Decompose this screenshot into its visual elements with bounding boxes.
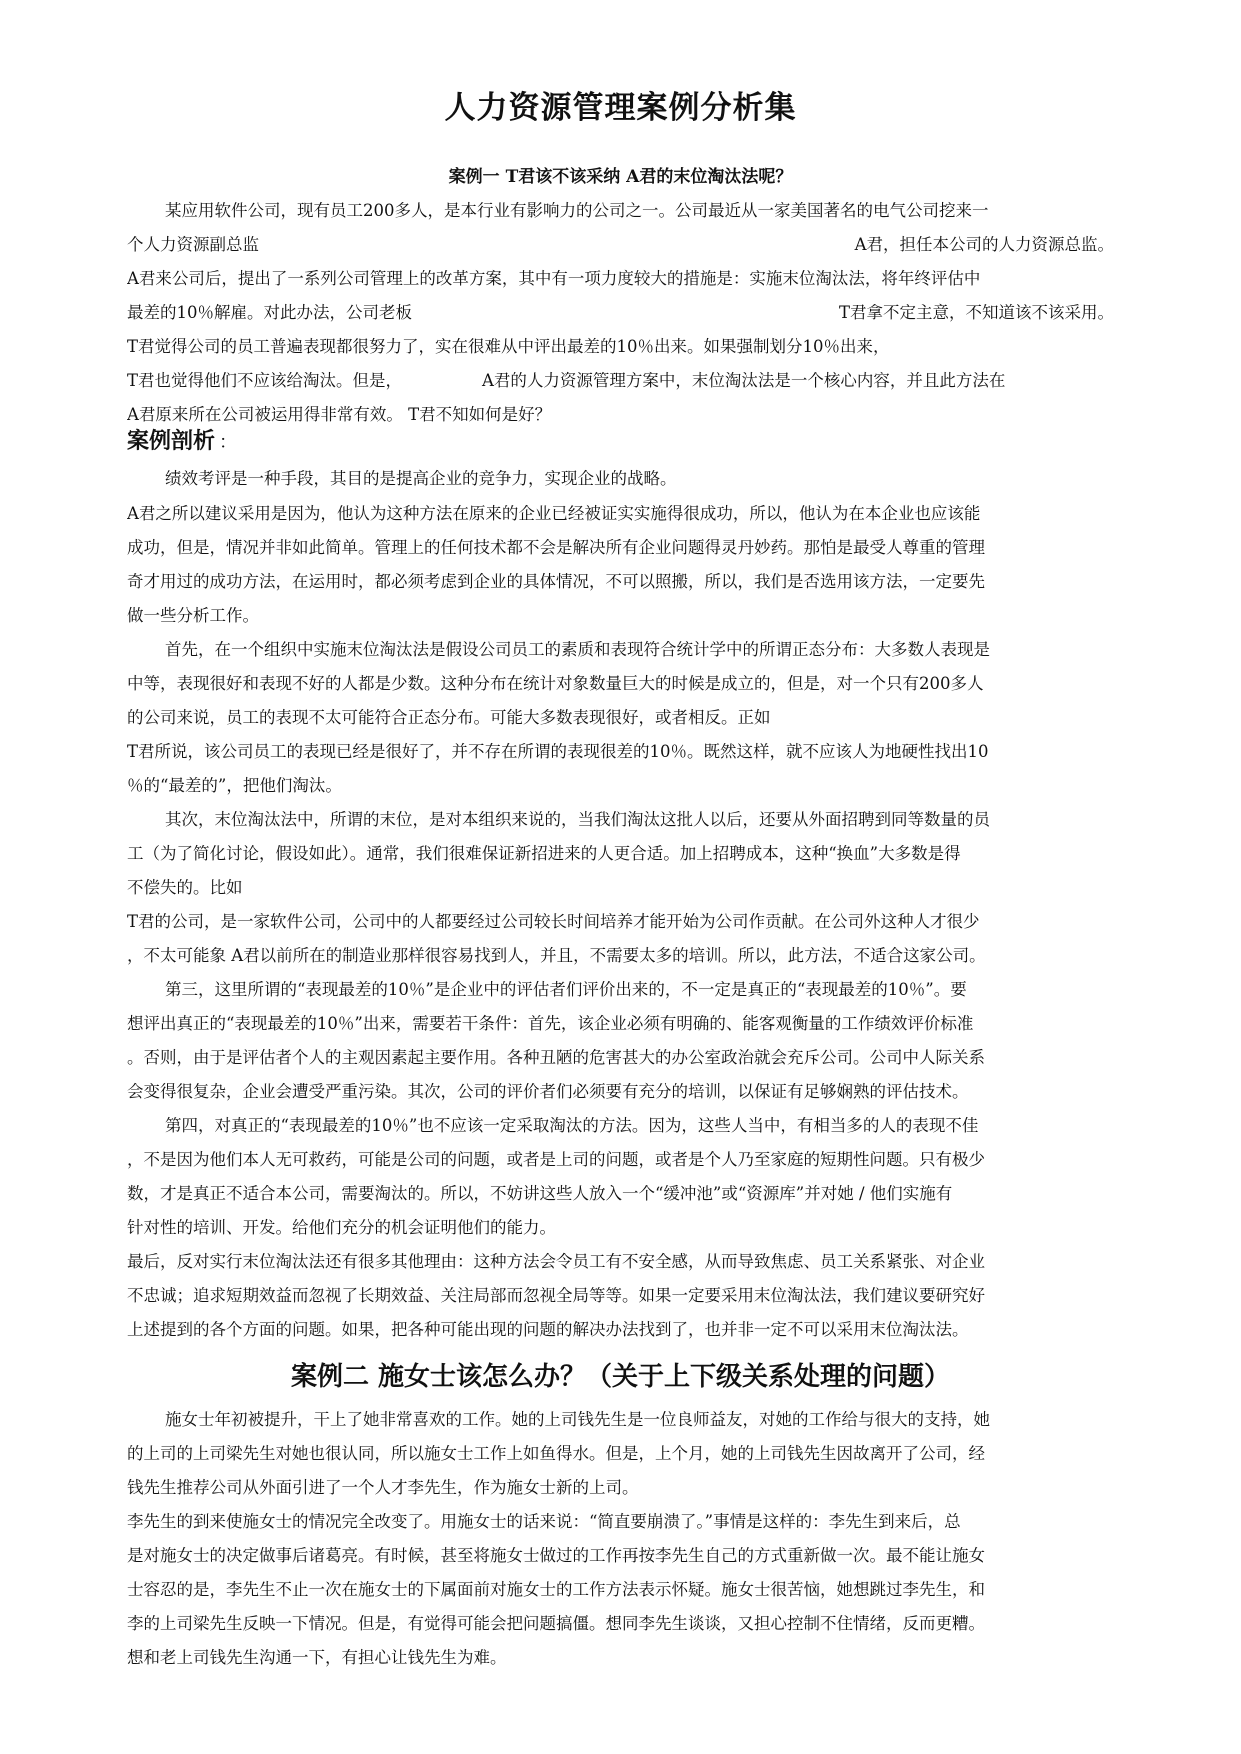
text-segment: T君也觉得他们不应该给淘汰。但是， [127, 371, 403, 390]
paragraph-line: T君所说，该公司员工的表现已经是很好了，并不存在所谓的表现很差的10％。既然这样，就不应该人为地硬性找出10 [127, 742, 989, 761]
paragraph-line: 想评出真正的“表现最差的10％”出来，需要若干条件：首先，该企业必须有明确的、能客观衡量的工作绩效评价标准 [127, 1014, 974, 1033]
paragraph-line: 奇才用过的成功方法，在运用时，都必须考虑到企业的具体情况，不可以照搬，所以，我们是否选用该方法，一定要先 [127, 572, 985, 591]
paragraph-line: 。否则，由于是评估者个人的主观因素起主要作用。各种丑陋的危害甚大的办公室政治就会充斥公司。公司中人际关系 [127, 1048, 985, 1067]
paragraph-line: 不忠诚；追求短期效益而忽视了长期效益、关注局部而忽视全局等等。如果一定要采用末位淘汰法，我们建议要研究好 [127, 1286, 985, 1305]
paragraph-line: ％的“最差的”，把他们淘汰。 [127, 776, 342, 795]
paragraph-line: T君觉得公司的员工普遍表现都很努力了，实在很难从中评出最差的10％出来。如果强制划分10％出来， [127, 337, 890, 356]
paragraph-line: 成功，但是，情况并非如此简单。管理上的任何技术都不会是解决所有企业问题得灵丹妙药。那怕是最受人尊重的管理 [127, 538, 985, 557]
paragraph-line [127, 233, 1114, 257]
paragraph-line: 某应用软件公司，现有员工200多人，是本行业有影响力的公司之一。公司最近从一家美国著名的电气公司挖来一 [165, 201, 989, 220]
text-segment: 个人力资源副总监 [127, 235, 259, 254]
paragraph-line: 会变得很复杂，企业会遭受严重污染。其次，公司的评价者们必须要有充分的培训，以保证有足够娴熟的评估技术。 [127, 1082, 969, 1101]
text-segment: A君，担任本公司的人力资源总监。 [854, 235, 1114, 254]
paragraph-line: A君原来所在公司被运用得非常有效。 T君不知如何是好？ [127, 405, 552, 424]
paragraph-line: 的公司来说，员工的表现不太可能符合正态分布。可能大多数表现很好，或者相反。正如 [127, 708, 771, 727]
analysis-heading-text: 案例剖析 [127, 429, 216, 454]
text-segment: T君拿不定主意，不知道该不该采用。 [838, 303, 1114, 322]
paragraph-line: 最后，反对实行末位淘汰法还有很多其他理由：这种方法会令员工有不安全感，从而导致焦虑、员工关系紧张、对企业 [127, 1252, 985, 1271]
paragraph-line: 针对性的培训、开发。给他们充分的机会证明他们的能力。 [127, 1218, 556, 1237]
analysis-heading-colon: ： [219, 432, 238, 453]
paragraph-line: 想和老上司钱先生沟通一下，有担心让钱先生为难。 [127, 1648, 507, 1667]
paragraph-line: A君来公司后，提出了一系列公司管理上的改革方案，其中有一项力度较大的措施是：实施末位淘汰法，将年终评估中 [127, 269, 981, 288]
paragraph-line: 工（为了简化讨论，假设如此）。通常，我们很难保证新招进来的人更合适。加上招聘成本，这种“换血”大多数是得 [127, 844, 961, 863]
paragraph-line: T君的公司，是一家软件公司，公司中的人都要经过公司较长时间培养才能开始为公司作贡献。在公司外这种人才很少 [127, 912, 980, 931]
text-segment: 最差的10％解雇。对此办法，公司老板 [127, 303, 412, 322]
paragraph-line: 钱先生推荐公司从外面引进了一个人才李先生，作为施女士新的上司。 [127, 1478, 639, 1497]
paragraph-line [127, 369, 1114, 393]
paragraph-line: 施女士年初被提升，干上了她非常喜欢的工作。她的上司钱先生是一位良师益友，对她的工作给与很大的支持，她 [165, 1410, 990, 1429]
case2-title: 案例二 施女士该怎么办？（关于上下级关系处理的问题） [290, 1362, 951, 1392]
paragraph-line: 士容忍的是，李先生不止一次在施女士的下属面前对施女士的工作方法表示怀疑。施女士很苦恼，她想跳过李先生，和 [127, 1580, 985, 1599]
paragraph-line: 不偿失的。比如 [127, 878, 243, 897]
paragraph-line: 第三，这里所谓的“表现最差的10％”是企业中的评估者们评价出来的，不一定是真正的“表现最差的10％”。要 [165, 980, 967, 999]
paragraph-line: 做一些分析工作。 [127, 606, 259, 625]
paragraph-line: ，不太可能象 A君以前所在的制造业那样很容易找到人，并且，不需要太多的培训。所以，此方法，不适合这家公司。 [127, 946, 986, 965]
paragraph-line: 中等，表现很好和表现不好的人都是少数。这种分布在统计对象数量巨大的时候是成立的，但是，对一个只有200多人 [127, 674, 984, 693]
paragraph-line [127, 301, 1114, 325]
paragraph-line: 首先，在一个组织中实施末位淘汰法是假设公司员工的素质和表现符合统计学中的所谓正态分布：大多数人表现是 [165, 640, 990, 659]
paragraph-line: 绩效考评是一种手段，其目的是提高企业的竞争力，实现企业的战略。 [165, 469, 677, 488]
paragraph-line: 其次，末位淘汰法中，所谓的末位，是对本组织来说的，当我们淘汰这批人以后，还要从外面招聘到同等数量的员 [165, 810, 990, 829]
paragraph-line: ，不是因为他们本人无可救药，可能是公司的问题，或者是上司的问题，或者是个人乃至家庭的短期性问题。只有极少 [127, 1150, 985, 1169]
analysis-heading [127, 427, 237, 458]
paragraph-line: 是对施女士的决定做事后诸葛亮。有时候，甚至将施女士做过的工作再按李先生自己的方式重新做一次。最不能让施女 [127, 1546, 985, 1565]
document-title: 人力资源管理案例分析集 [444, 90, 797, 126]
paragraph-line: 的上司的上司梁先生对她也很认同，所以施女士工作上如鱼得水。但是，上个月，她的上司钱先生因故离开了公司，经 [127, 1444, 985, 1463]
paragraph-line: 数，才是真正不适合本公司，需要淘汰的。所以，不妨讲这些人放入一个“缓冲池”或“资源库”并对她 / 他们实施有 [127, 1184, 953, 1203]
case1-title: 案例一 T君该不该采纳 A君的末位淘汰法呢？ [448, 167, 793, 187]
paragraph-line: 李的上司梁先生反映一下情况。但是，有觉得可能会把问题搞僵。想同李先生谈谈，又担心控制不住情绪，反而更糟。 [127, 1614, 985, 1633]
paragraph-line: 上述提到的各个方面的问题。如果，把各种可能出现的问题的解决办法找到了，也并非一定不可以采用末位淘汰法。 [127, 1320, 969, 1339]
paragraph-line: 第四，对真正的“表现最差的10％”也不应该一定采取淘汰的方法。因为，这些人当中，有相当多的人的表现不佳 [165, 1116, 979, 1135]
paragraph-line: 李先生的到来使施女士的情况完全改变了。用施女士的话来说：“简直要崩溃了。”事情是这样的：李先生到来后，总 [127, 1512, 961, 1531]
paragraph-line: A君之所以建议采用是因为，他认为这种方法在原来的企业已经被证实实施得很成功，所以，他认为在本企业也应该能 [127, 504, 981, 523]
text-segment: A君的人力资源管理方案中，末位淘汰法是一个核心内容，并且此方法在 [482, 371, 1006, 390]
